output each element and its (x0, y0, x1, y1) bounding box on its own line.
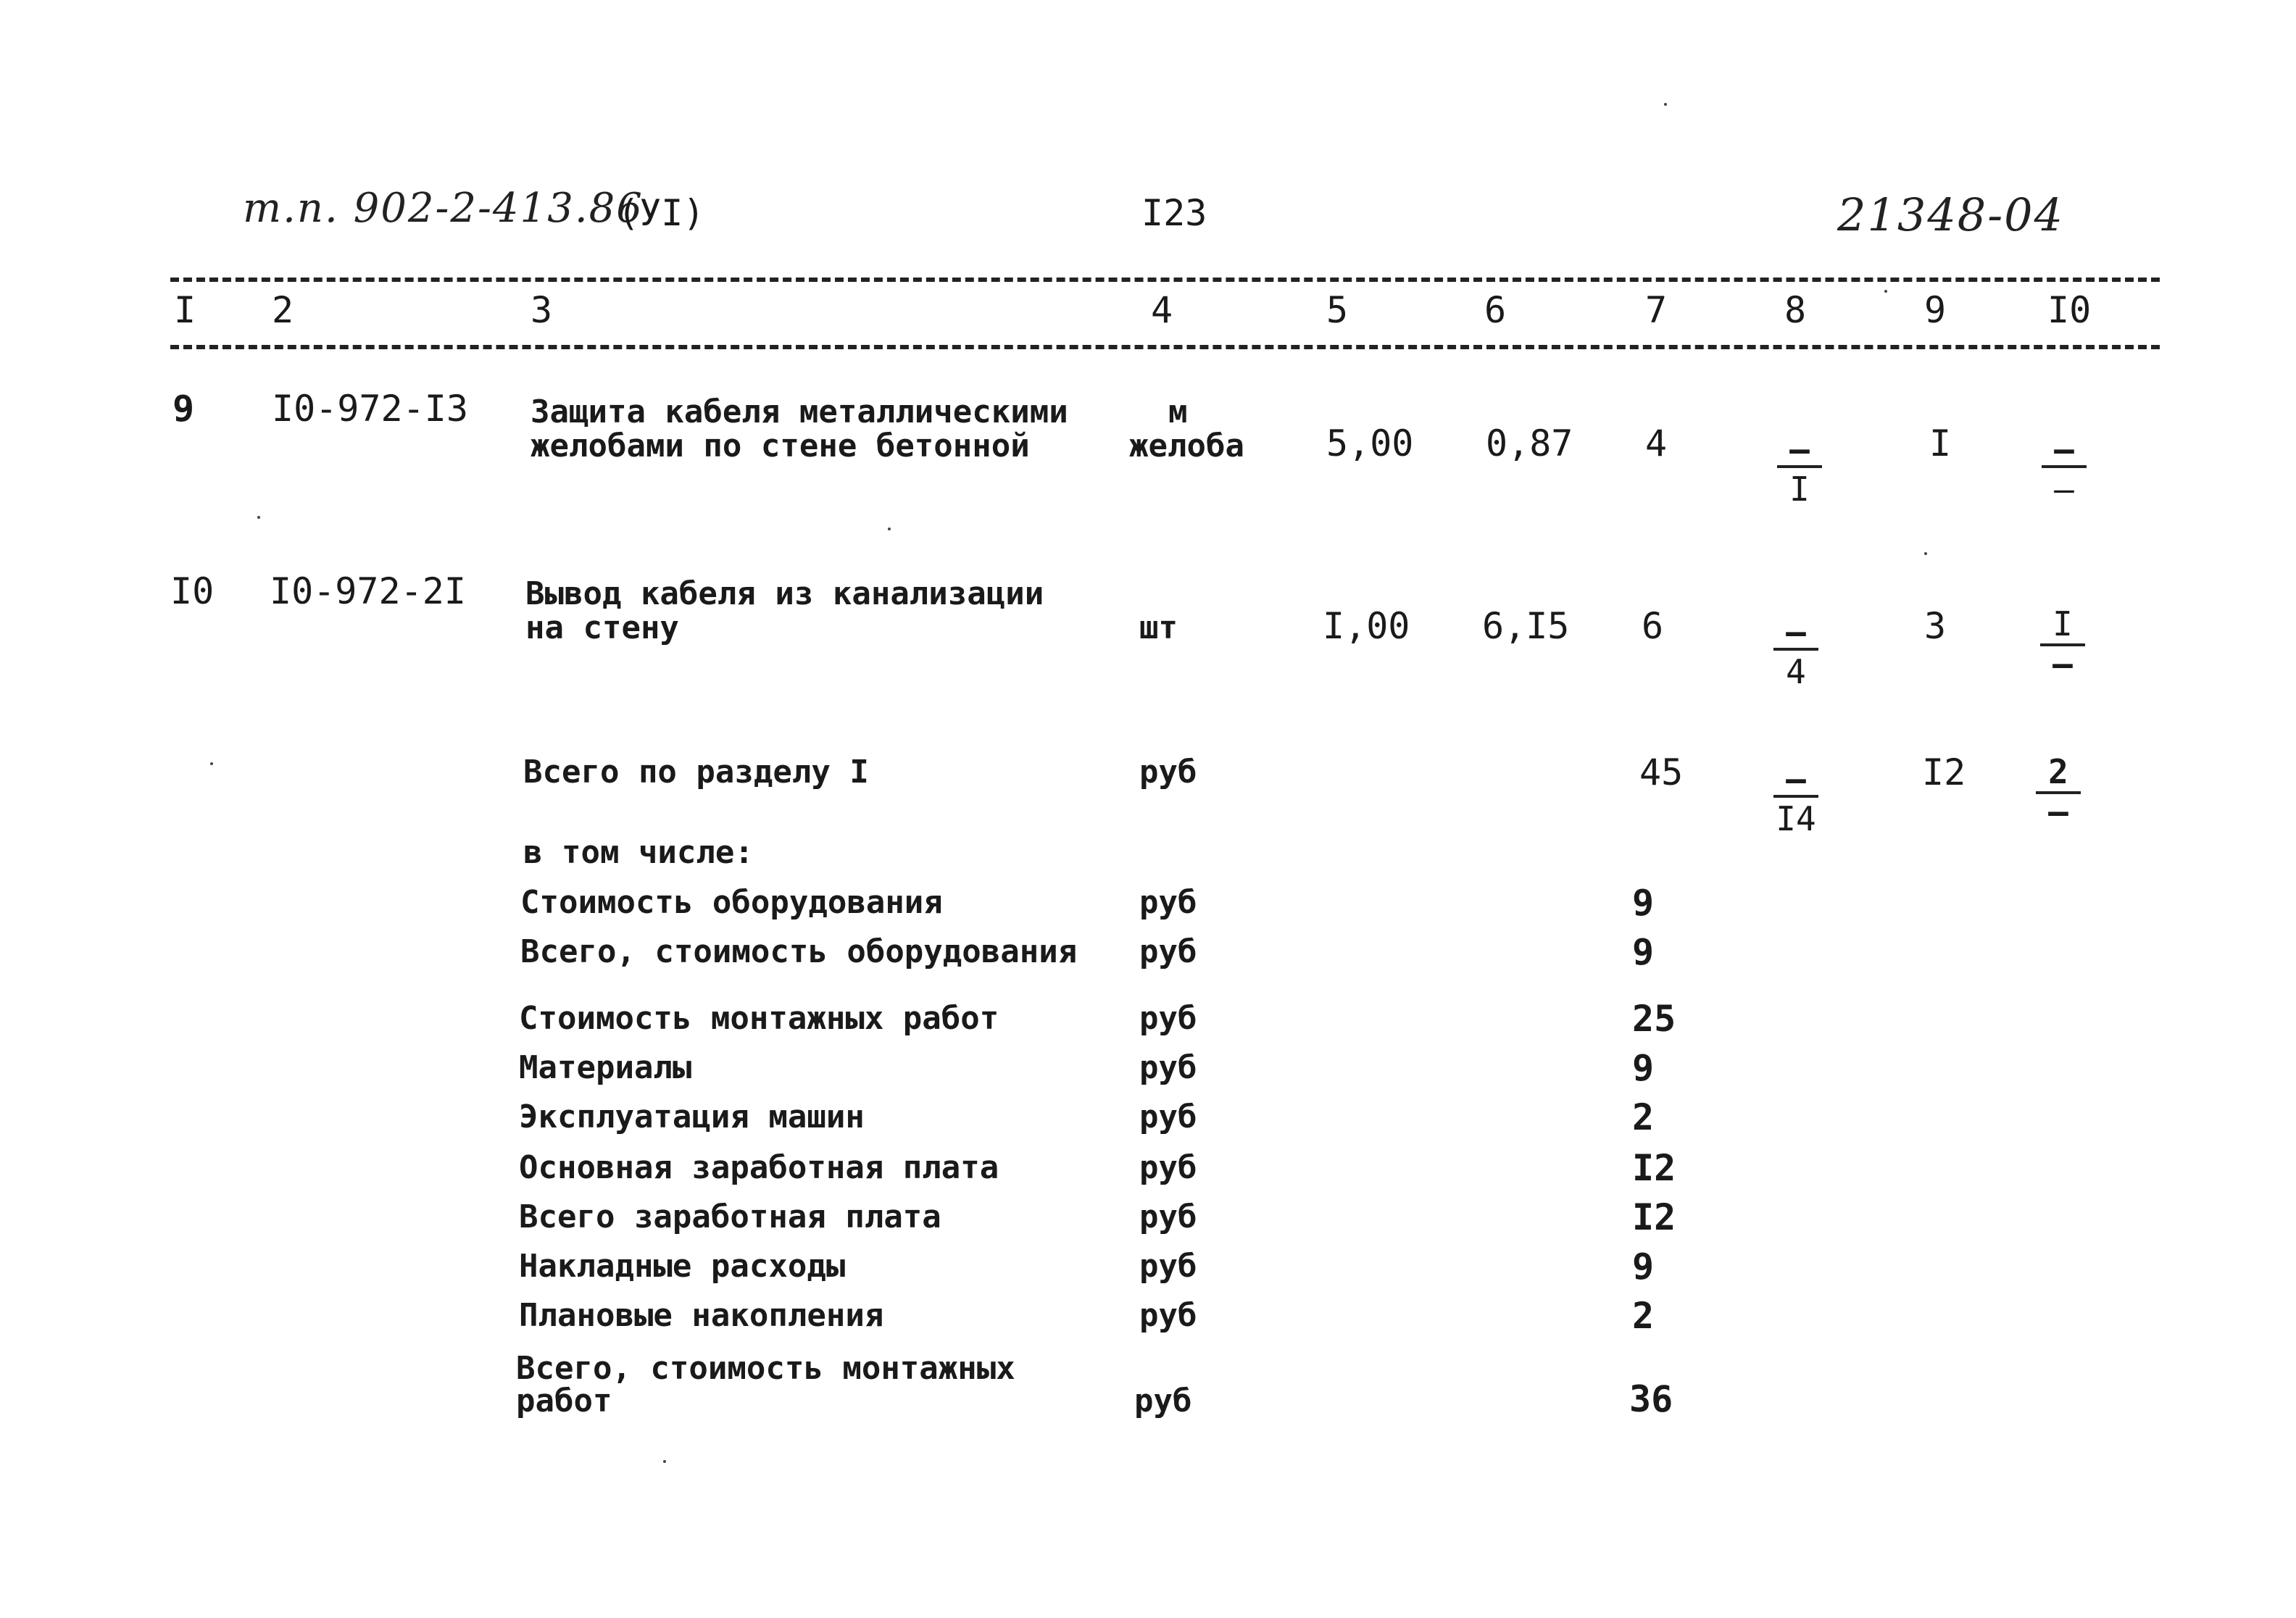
fraction-numerator: I (2052, 604, 2073, 643)
row-description: желобами по стене бетонной (531, 428, 1030, 464)
row-total: 6 (1642, 605, 1664, 647)
scan-speck (663, 1460, 666, 1463)
album-number: (УI) (617, 192, 705, 234)
breakdown-unit: руб (1139, 933, 1197, 970)
row-description: Вывод кабеля из канализации (525, 575, 1044, 612)
breakdown-label: Стоимость оборудования (520, 884, 943, 921)
fraction-numerator: – (1786, 612, 1806, 651)
row-code: I0-972-2I (270, 570, 466, 612)
breakdown-label: Стоимость монтажных работ (519, 1000, 999, 1037)
fraction-numerator: 2 (2048, 752, 2068, 791)
section-total-col9: I2 (1922, 751, 1966, 793)
section-total-label: Всего по разделу I (523, 754, 869, 791)
table-header-rule (170, 345, 2160, 349)
row-description: на стену (525, 609, 679, 646)
row-col8-fraction (1767, 612, 1825, 691)
breakdown-label: Основная заработная плата (519, 1149, 999, 1186)
row-unit: м (1168, 393, 1188, 430)
breakdown-value: I2 (1632, 1147, 1676, 1189)
breakdown-label: Всего, стоимость оборудования (520, 933, 1078, 970)
page-number: I23 (1141, 192, 1207, 234)
section-total-col10 (2029, 752, 2087, 831)
breakdown-value: 9 (1632, 931, 1655, 973)
row-total: 4 (1645, 422, 1668, 464)
row-unit-cost: 6,I5 (1482, 605, 1570, 647)
section-total-unit: руб (1139, 754, 1197, 791)
scan-speck (257, 516, 260, 519)
fraction-denominator: 4 (1786, 652, 1806, 691)
table-top-rule (170, 278, 2160, 282)
scan-speck (1924, 552, 1927, 555)
breakdown-label: Эксплуатация машин (519, 1098, 865, 1135)
breakdown-label: Накладные расходы (519, 1248, 846, 1285)
column-header: 6 (1484, 289, 1507, 331)
breakdown-value: 9 (1632, 1246, 1655, 1288)
column-header: 8 (1784, 289, 1807, 331)
breakdown-unit: руб (1139, 1248, 1197, 1285)
final-total-label: Всего, стоимость монтажных (516, 1350, 1015, 1387)
breakdown-unit: руб (1139, 1198, 1197, 1235)
section-total-col8 (1767, 759, 1825, 838)
breakdown-value: 9 (1632, 882, 1655, 924)
scan-speck (210, 762, 213, 765)
row-number: I0 (170, 570, 215, 612)
fraction-denominator: I4 (1776, 799, 1816, 838)
final-total-label: работ (516, 1383, 612, 1419)
row-col10-fraction (2034, 604, 2092, 683)
scan-speck (1884, 290, 1887, 293)
row-col8-fraction (1771, 430, 1829, 509)
row-quantity: I,00 (1323, 605, 1410, 647)
breakdown-value: I2 (1632, 1196, 1676, 1238)
breakdown-label: Плановые накопления (519, 1297, 884, 1334)
scan-speck (888, 527, 891, 530)
breakdown-unit: руб (1139, 884, 1197, 921)
row-col9: I (1929, 422, 1952, 464)
row-col9: 3 (1924, 605, 1947, 647)
breakdown-value: 25 (1632, 998, 1676, 1040)
row-quantity: 5,00 (1326, 422, 1414, 464)
breakdown-unit: руб (1139, 1000, 1197, 1037)
fraction-numerator: – (1789, 430, 1810, 469)
column-header: 3 (531, 289, 553, 331)
column-header: 9 (1924, 289, 1947, 331)
fraction-denominator: – (2048, 792, 2068, 831)
final-total-value: 36 (1629, 1378, 1673, 1420)
row-number: 9 (172, 388, 195, 430)
row-col10-fraction (2035, 430, 2093, 509)
breakdown-unit: руб (1139, 1297, 1197, 1334)
column-header: 2 (272, 289, 294, 331)
fraction-numerator: – (2054, 430, 2074, 469)
fraction-numerator: – (1786, 759, 1806, 798)
row-code: I0-972-I3 (272, 388, 468, 430)
including-label: в том числе: (523, 834, 754, 871)
row-unit: шт (1139, 609, 1178, 646)
column-header: 5 (1326, 289, 1349, 331)
column-header: 4 (1151, 289, 1173, 331)
breakdown-value: 9 (1632, 1047, 1655, 1089)
row-unit-cost: 0,87 (1486, 422, 1573, 464)
breakdown-unit: руб (1139, 1098, 1197, 1135)
section-total-value: 45 (1639, 751, 1684, 793)
breakdown-label: Материалы (519, 1049, 692, 1086)
fraction-denominator: – (2052, 644, 2073, 683)
row-unit: желоба (1129, 428, 1244, 464)
inventory-number: 21348-04 (1837, 188, 2065, 241)
final-total-unit: руб (1134, 1383, 1192, 1419)
scan-speck (1664, 103, 1667, 106)
fraction-denominator: – (2054, 470, 2074, 509)
fraction-denominator: I (1789, 470, 1810, 509)
breakdown-unit: руб (1139, 1049, 1197, 1086)
breakdown-value: 2 (1632, 1096, 1655, 1138)
project-code: т.п. 902-2-413.86 (243, 185, 644, 232)
column-header: I0 (2047, 289, 2092, 331)
column-header: I (174, 289, 196, 331)
row-description: Защита кабеля металлическими (531, 393, 1068, 430)
column-header: 7 (1645, 289, 1668, 331)
breakdown-unit: руб (1139, 1149, 1197, 1186)
breakdown-label: Всего заработная плата (519, 1198, 941, 1235)
breakdown-value: 2 (1632, 1295, 1655, 1337)
